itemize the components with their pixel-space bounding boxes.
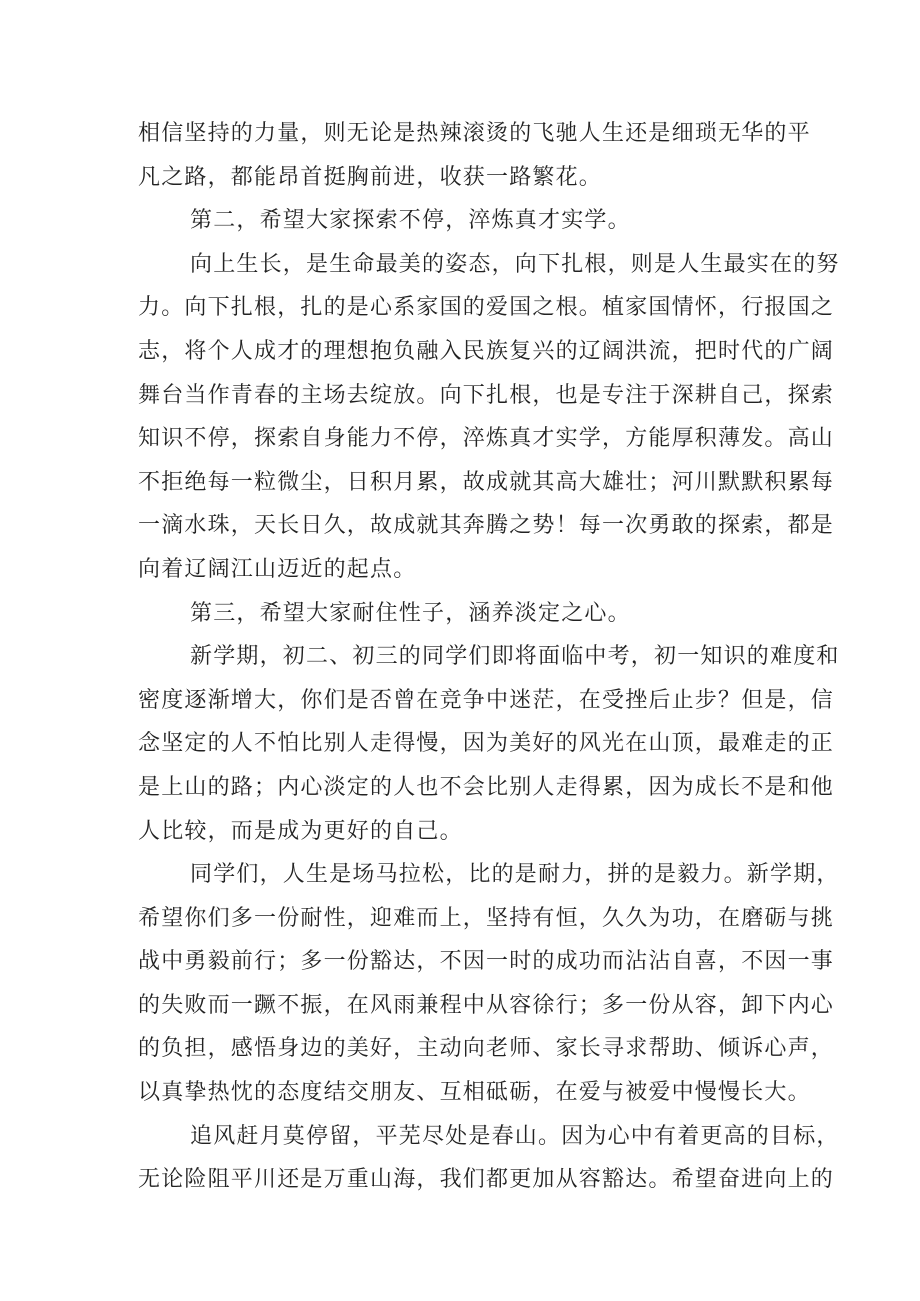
text-line: 希望你们多一份耐性，迎难而上，坚持有恒，久久为功，在磨砺与挑: [138, 905, 835, 931]
text-line: 念坚定的人不怕比别人走得慢，因为美好的风光在山顶，最难走的正: [138, 731, 835, 757]
text-line: 战中勇毅前行；多一份豁达，不因一时的成功而沾沾自喜，不因一事: [138, 949, 835, 975]
text-line: 密度逐渐增大，你们是否曾在竞争中迷茫，在受挫后止步？但是，信: [138, 687, 835, 713]
text-line: 向上生长，是生命最美的姿态，向下扎根，则是人生最实在的努: [190, 251, 840, 277]
text-line: 舞台当作青春的主场去绽放。向下扎根，也是专注于深耕自己，探索: [138, 382, 835, 408]
text-line: 的负担，感悟身边的美好，主动向老师、家长寻求帮助、倾诉心声，: [138, 1036, 835, 1062]
text-line: 追风赶月莫停留，平芜尽处是春山。因为心中有着更高的目标，: [190, 1123, 840, 1149]
text-line: 人比较，而是成为更好的自己。: [138, 818, 463, 844]
body-text: [138, 112, 840, 1202]
section-heading: 第三，希望大家耐住性子，涵养淡定之心。: [190, 600, 631, 626]
text-line: 是上山的路；内心淡定的人也不会比别人走得累，因为成长不是和他: [138, 774, 835, 800]
text-line: 一滴水珠，天长日久，故成就其奔腾之势！每一次勇敢的探索，都是: [138, 513, 835, 539]
text-line: 凡之路，都能昂首挺胸前进，收获一路繁花。: [138, 164, 603, 190]
text-line: 不拒绝每一粒微尘，日积月累，故成就其高大雄壮；河川默默积累每: [138, 469, 835, 495]
text-line: 向着辽阔江山迈近的起点。: [138, 556, 417, 582]
text-line: 以真挚热忱的态度结交朋友、互相砥砺，在爱与被爱中慢慢长大。: [138, 1080, 811, 1106]
text-line: 知识不停，探索自身能力不停，淬炼真才实学，方能厚积薄发。高山: [138, 426, 835, 452]
text-line: 力。向下扎根，扎的是心系家国的爱国之根。植家国情怀，行报国之: [138, 295, 835, 321]
section-heading: 第二，希望大家探索不停，淬炼真才实学。: [190, 208, 631, 234]
text-line: 无论险阻平川还是万重山海，我们都更加从容豁达。希望奋进向上的: [138, 1167, 835, 1193]
text-line: 的失败而一蹶不振，在风雨兼程中从容徐行；多一份从容，卸下内心: [138, 992, 835, 1018]
text-line: 新学期，初二、初三的同学们即将面临中考，初一知识的难度和: [190, 644, 840, 670]
text-line: 相信坚持的力量，则无论是热辣滚烫的飞驰人生还是细琐无华的平: [138, 121, 811, 146]
text-line: 同学们，人生是场马拉松，比的是耐力，拼的是毅力。新学期，: [190, 862, 840, 888]
text-line: 志，将个人成才的理想抱负融入民族复兴的辽阔洪流，把时代的广阔: [138, 338, 835, 364]
